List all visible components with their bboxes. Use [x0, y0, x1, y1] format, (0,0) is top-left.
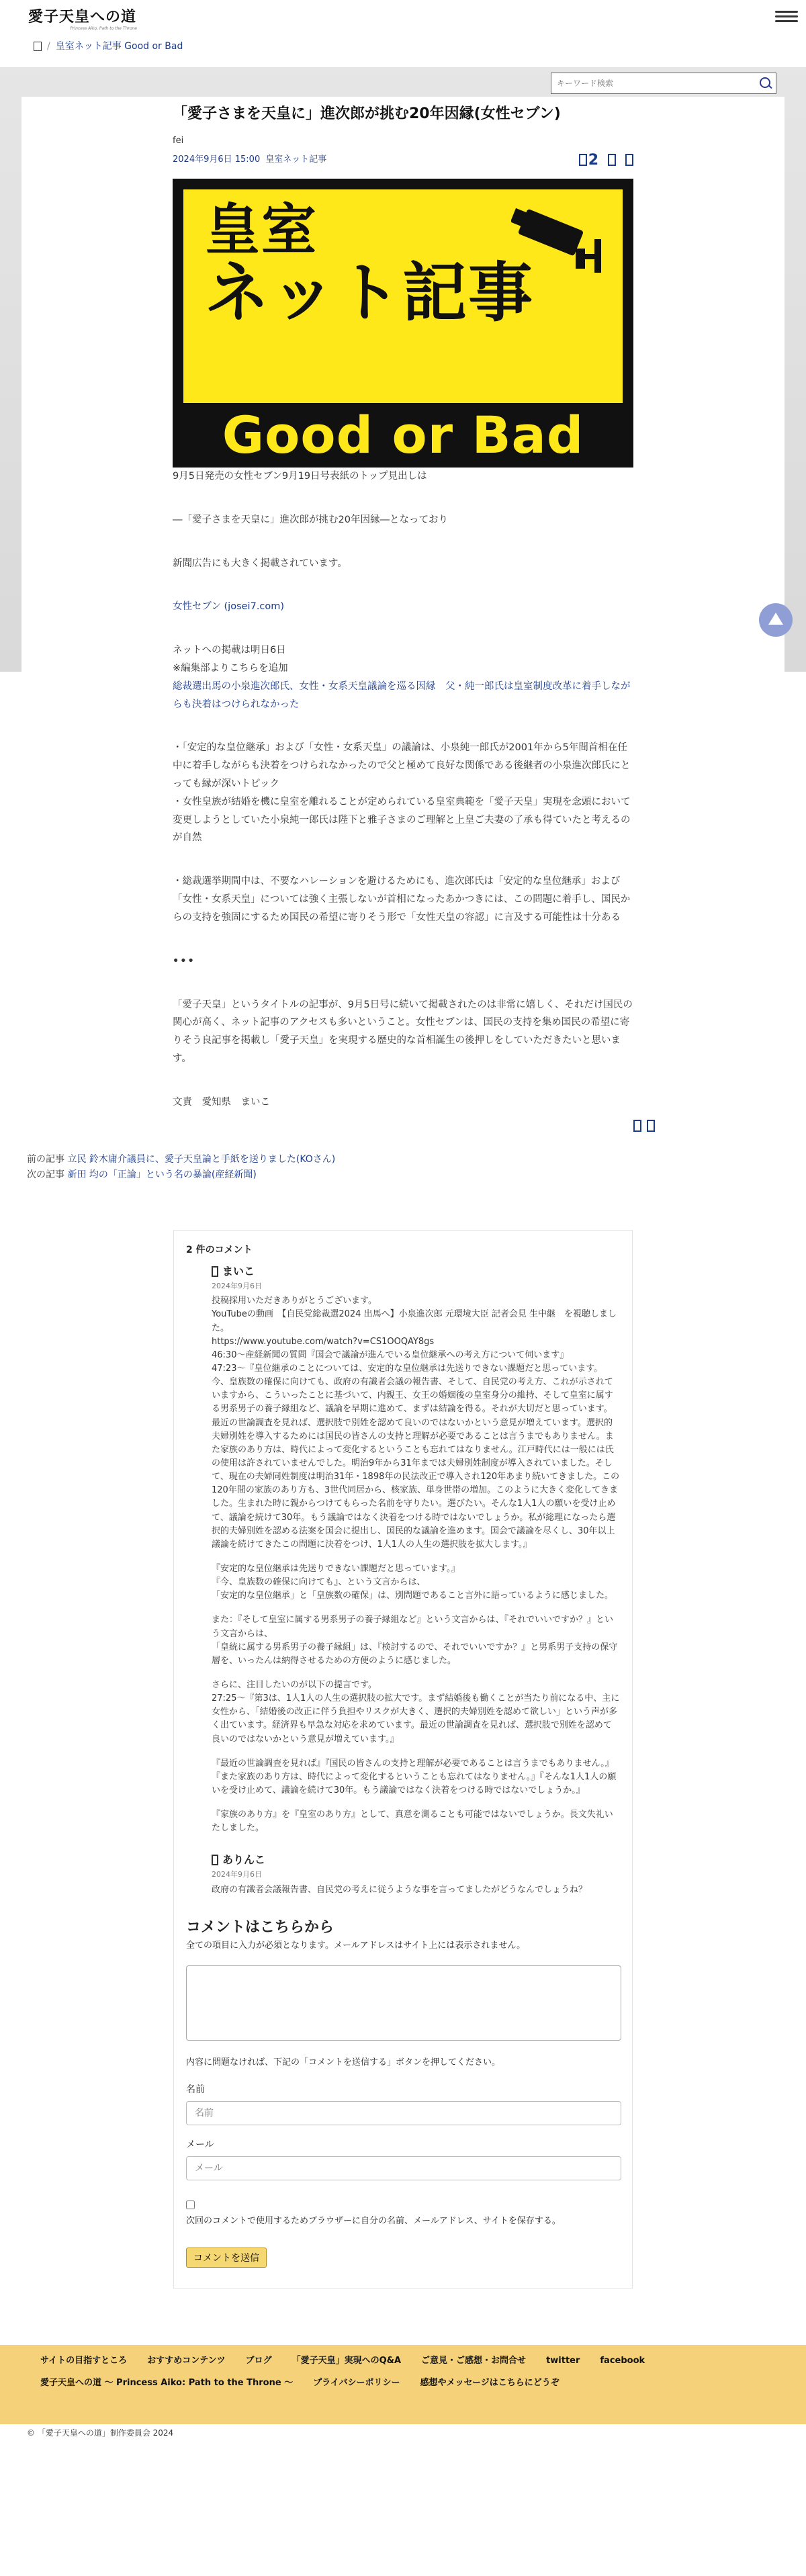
comment-body: [212, 1294, 620, 1835]
body-spacer: [173, 847, 633, 873]
site-logo[interactable]: [28, 5, 142, 32]
eyecatch-line2: ネット記事: [205, 255, 534, 330]
footer-link[interactable]: 「愛子天皇」実現へのQ&A: [292, 2355, 402, 2366]
footer-link[interactable]: ご意見・ご感想・お問合せ: [421, 2355, 527, 2366]
footer-link[interactable]: twitter: [546, 2355, 580, 2366]
next-post-label: 次の記事: [27, 1169, 64, 1180]
logo-title: 愛子天皇への道: [28, 8, 137, 26]
search-input[interactable]: [551, 73, 754, 93]
body-paragraph: ネットへの掲載は明日6日: [173, 645, 286, 656]
comment-author: [212, 1851, 620, 1869]
comment-paragraph: 27:25～『第3は、1人1人の人生の選択肢の拡大です。まず結婚後も働くことが当たり前になる中、主に女性から、「結婚後の改正に伴う負担やリスクが大きく、選択的夫婦別姓を認めて欲しい」という声が多く出ています。経済界も早急な対応を求めています。最近の世論調査を見れば、選択肢で別姓を認めて良いのではないかという意見が増えています。』: [212, 1693, 620, 1744]
comment-spacer: [212, 1603, 620, 1613]
home-icon[interactable]: [34, 42, 42, 51]
bookmark-icon-bottom[interactable]: [647, 1120, 655, 1132]
share-icon[interactable]: [608, 154, 616, 166]
eyecatch-line3: Good or Bad: [222, 405, 584, 465]
comment-count: 2: [588, 151, 598, 169]
next-post-link[interactable]: 新田 均の「正論」という名の暴論(産経新聞): [67, 1169, 257, 1180]
comment-body: [212, 1883, 620, 1897]
comment-paragraph: 46:30～産経新聞の質問『国会で議論が進んでいる皇位継承への考え方について伺います』: [212, 1349, 569, 1360]
next-post: [27, 1167, 779, 1183]
comment: [186, 1851, 620, 1896]
menu-icon[interactable]: [775, 8, 798, 27]
security-camera-icon: [511, 207, 605, 274]
comment-spacer: [212, 1797, 620, 1808]
footer-links: [40, 2354, 766, 2391]
scroll-to-top-button[interactable]: [759, 603, 793, 637]
eyecatch-heading: [205, 197, 534, 330]
body-spacer: [173, 572, 633, 598]
site-footer: [0, 2345, 806, 2424]
share-icon-bottom[interactable]: [633, 1120, 641, 1132]
comment-paragraph: 『最近の世論調査を見れば』『国民の皆さんの支持と理解が必要であることは言うまでもありません。』『また家族のあり方は、時代によって変化するということも忘れてはなりません。』『そんな1人1人の願いを受け止めて、議論を続けて30年。もう議論ではなく決着をつける時ではないでしょうか。』: [212, 1758, 617, 1795]
article-meta: [173, 148, 633, 172]
breadcrumb-category-link[interactable]: 皇室ネット記事 Good or Bad: [55, 41, 183, 52]
save-info-checkbox[interactable]: [186, 2201, 195, 2209]
email-field[interactable]: [186, 2156, 621, 2180]
comment-date: 2024年9月6日: [212, 1869, 262, 1879]
name-field[interactable]: [186, 2101, 621, 2125]
body-spacer: [173, 927, 633, 952]
comment-paragraph: また：『そして皇室に属する男系男子の養子縁組など』という文言からは、『それでいいですか？』という文言からは、: [212, 1615, 614, 1639]
body-spacer: [173, 486, 633, 511]
comment-paragraph: 『今、皇族数の確保に向けても』、という文言からは、: [212, 1577, 426, 1588]
eyecatch-band: [183, 403, 623, 468]
body-paragraph: ―「愛子さまを天皇に」進次郎が挑む20年因縁―となっており: [173, 514, 448, 525]
comment-spacer: [212, 1552, 620, 1562]
footer-link[interactable]: おすすめコンテンツ: [147, 2355, 226, 2366]
footer-link[interactable]: facebook: [600, 2355, 645, 2366]
breadcrumb-separator: /: [47, 41, 50, 52]
body-paragraph: 「愛子天皇」というタイトルの記事が、9月5日号に続いて掲載されたのは非常に嬉しく、それだけ国民の関心が高く、ネット記事のアクセスも多いということ。女性セブンは、国民の支持を集め国民の希望に寄りそう良記事を掲載し「愛子天皇」を実現する歴史的な首相誕生の後押しをしていただきたいと思います。: [173, 999, 633, 1064]
comment-paragraph: 「皇統に属する男系男子の養子縁組」は、『検討するので、それでいいですか？』と男系男子支持の保守層を、いったんは納得させるための方便のように感じました。: [212, 1642, 618, 1666]
comment-textarea[interactable]: [186, 1965, 621, 2041]
comment-paragraph: YouTubeの動画 【自民党総裁選2024 出馬へ】小泉進次郎 元環境大臣 記者会見 生中継 を視聴しました。: [212, 1309, 617, 1333]
body-spacer: [173, 616, 633, 641]
site-header: [0, 0, 806, 67]
article-actions: [579, 148, 633, 172]
copyright: © 「愛子天皇への道」制作委員会 2024: [27, 2428, 174, 2438]
prev-post-link[interactable]: 立民 鈴木庸介議員に、愛子天皇論と手紙を送りました(KOさん): [67, 1153, 336, 1165]
user-icon: [212, 1266, 218, 1277]
post-navigation: [0, 1152, 806, 1183]
reply-form: [186, 1916, 620, 2268]
article-body: [173, 468, 633, 1112]
article-category-link[interactable]: 皇室ネット記事: [265, 154, 327, 165]
article-credit: 文責 愛知県 まいこ: [173, 1096, 270, 1108]
comment-icon: [579, 154, 587, 166]
comment-paragraph: 47:23～『皇位継承のことについては、安定的な皇位継承は先送りできない課題だと思っています。今、皇族数の確保に向けても、政府の有識者会議の報告書、そして、自民党の考え方、これが示されていますから、こういったことに基づいて、内親王、女王の婚姻後の皇室身分の維持、そして皇室に属する男系男子の養子縁組など、議論を早期に進めて、まずは結論を得る。それが大切だと思っています。最近の世論調査を見れば、選択肢で別姓を認めて良いのではないかという意見が増えています。選択的夫婦別姓を導入するためには国民の皆さんの支持と理解が必要であることは言うまでもありません。また家族のあり方は、時代によって変化するということも忘れてはなりません。江戸時代には一般には氏の使用は許されていませんでした。明治9年から31年までは夫婦別姓制度が導入されていました。そして、現在の夫婦同姓制度は明治31年・1898年の民法改正で導入され120年あまり続いてきました。この120年間の家族のあり方も、3世代同居から、核家族、単身世帯の増加。このように大きく変化してきました。生まれた時に親からつけてもらった名前を守りたい。選びたい。そんな1人1人の願いを受け止めて、議論を続けて30年。もう議論ではなく決着をつける時ではないでしょうか。私が総理になったら選択的夫婦別姓を認める法案を国会に提出し、国民的な議論を進めます。国会で議論を尽くし、30年以上議論を続けてきたこの問題に決着をつけ、1人1人の人生の選択肢を拡大します。』: [212, 1364, 620, 1550]
footer-link[interactable]: 感想やメッセージはこちらにどうぞ: [420, 2377, 559, 2388]
comment-paragraph: 政府の有識者会議報告書、自民党の考えに従うような事を言ってましたがどうなんでしょうね？: [212, 1884, 588, 1895]
save-info-label: 次回のコメントで使用するためブラウザーに自分の名前、メールアドレス、サイトを保存する。: [186, 2216, 561, 2227]
body-paragraph: ・総裁選挙期間中は、不要なハレーションを避けるためにも、進次郎氏は「安定的な皇位継承」および「女性・女系天皇」については強く主張しないが首相になったあかつきには、この問題に着手し、国民からの支持を強固にするため国民の希望に寄りそう形で「女性天皇の容認」に言及する可能性は十分ある: [173, 876, 631, 923]
comment-date: 2024年9月6日: [212, 1281, 262, 1290]
comment-spacer: [212, 1668, 620, 1679]
article-author: fei: [173, 135, 184, 146]
comment-paragraph: 『安定的な皇位継承は先送りできない課題だと思っています。』: [212, 1564, 460, 1574]
breadcrumb: [34, 39, 183, 54]
comment-list: [186, 1263, 620, 1897]
search-icon[interactable]: [754, 73, 776, 93]
body-paragraph: 9月5日発売の女性セブン9月19日号表紙のトップ見出しは: [173, 470, 427, 482]
eyecatch-line1: 皇室: [205, 197, 318, 262]
bookmark-icon[interactable]: [625, 154, 633, 166]
prev-post: [27, 1152, 779, 1167]
body-link[interactable]: 女性セブン (josei7.com): [173, 601, 285, 613]
body-spacer: [173, 529, 633, 555]
body-link[interactable]: 総裁選出馬の小泉進次郎氏、女性・女系天皇議論を巡る因縁 父・純一郎氏は皇室制度改革に着手しながらも決着はつけられなかった: [173, 680, 631, 710]
comment-spacer: [212, 1746, 620, 1757]
comments-heading: 2 件のコメント: [186, 1244, 253, 1255]
comment-paragraph: さらに、注目したいのが以下の提言です。: [212, 1679, 377, 1690]
comment-count-link[interactable]: [579, 148, 598, 172]
reply-form-note: 全ての項目に入力が必須となります。メールアドレスはサイト上には表示されません。: [186, 1940, 526, 1951]
body-paragraph: 新聞広告にも大きく掲載されています。: [173, 558, 347, 569]
search-row: [0, 67, 806, 97]
search-box: [551, 73, 776, 94]
body-spacer: [173, 971, 633, 996]
email-label: メール: [186, 2139, 214, 2150]
comment-paragraph: 「安定的な皇位継承」と「皇族数の確保」は、別問題であること言外に語っているように感じました。: [212, 1591, 614, 1601]
save-info-consent: [186, 2201, 620, 2229]
comment-paragraph: 投稿採用いただきありがとうございます。: [212, 1296, 377, 1306]
body-spacer: [173, 713, 633, 739]
reply-form-hint: 内容に問題なければ、下記の「コメントを送信する」ボタンを押してください。: [186, 2057, 501, 2068]
body-divider: •••: [173, 955, 195, 967]
submit-comment-button[interactable]: コメントを送信: [186, 2248, 267, 2268]
footer-link[interactable]: プライバシーポリシー: [313, 2377, 400, 2388]
article-footer-actions: [173, 1112, 633, 1139]
footer-links-row2: [40, 2377, 766, 2391]
comment: [186, 1263, 620, 1835]
eyecatch-image: [173, 179, 633, 468]
reply-form-heading: コメントはこちらから: [186, 1918, 334, 1936]
article-date: 2024年9月6日 15:00: [173, 154, 261, 165]
body-spacer: [173, 1068, 633, 1094]
logo-subtitle: Princess Aiko, Path to the Throne: [70, 26, 137, 31]
comment-link[interactable]: https://www.youtube.com/watch?v=CS1OOQAY8gs: [212, 1336, 435, 1347]
article-title: 「愛子さまを天皇に」進次郎が挑む20年因縁(女性セブン): [173, 105, 561, 122]
body-paragraph: ※編集部よりこちらを追加: [173, 662, 288, 674]
comment-author-name: まいこ: [222, 1265, 255, 1278]
comments-section: [173, 1230, 633, 2289]
footer-link[interactable]: 愛子天皇への道 〜 Princess Aiko: Path to the Throne 〜: [40, 2377, 294, 2388]
comment-author-name: ありんこ: [222, 1853, 266, 1867]
comment-paragraph: 『家族のあり方』を『皇室のあり方』として、真意を測ることも可能ではないでしょうか。長文失礼いたしました。: [212, 1810, 613, 1834]
body-paragraph: ・「安定的な皇位継承」および「女性・女系天皇」の議論は、小泉純一郎氏が2001年から5年間首相在任中に着手しながらも決着をつけられなかったので父と極めて良好な関係である後継者の小泉進次郎氏にとっても縁が深いトピック: [173, 742, 631, 789]
name-label: 名前: [186, 2084, 205, 2095]
user-icon: [212, 1855, 218, 1865]
footer-link[interactable]: ブログ: [245, 2355, 272, 2366]
prev-post-label: 前の記事: [27, 1153, 64, 1165]
body-paragraph: ・女性皇族が結婚を機に皇室を離れることが定められている皇室典範を「愛子天皇」実現を念頭において変更しようとしていた小泉純一郎氏は陛下と雅子さまのご理解と上皇ご夫妻の了承も得ていたと考えるのが自然: [173, 796, 631, 844]
comment-author: [212, 1263, 620, 1280]
article: [21, 97, 785, 1152]
footer-link[interactable]: サイトの目指すところ: [40, 2355, 128, 2366]
